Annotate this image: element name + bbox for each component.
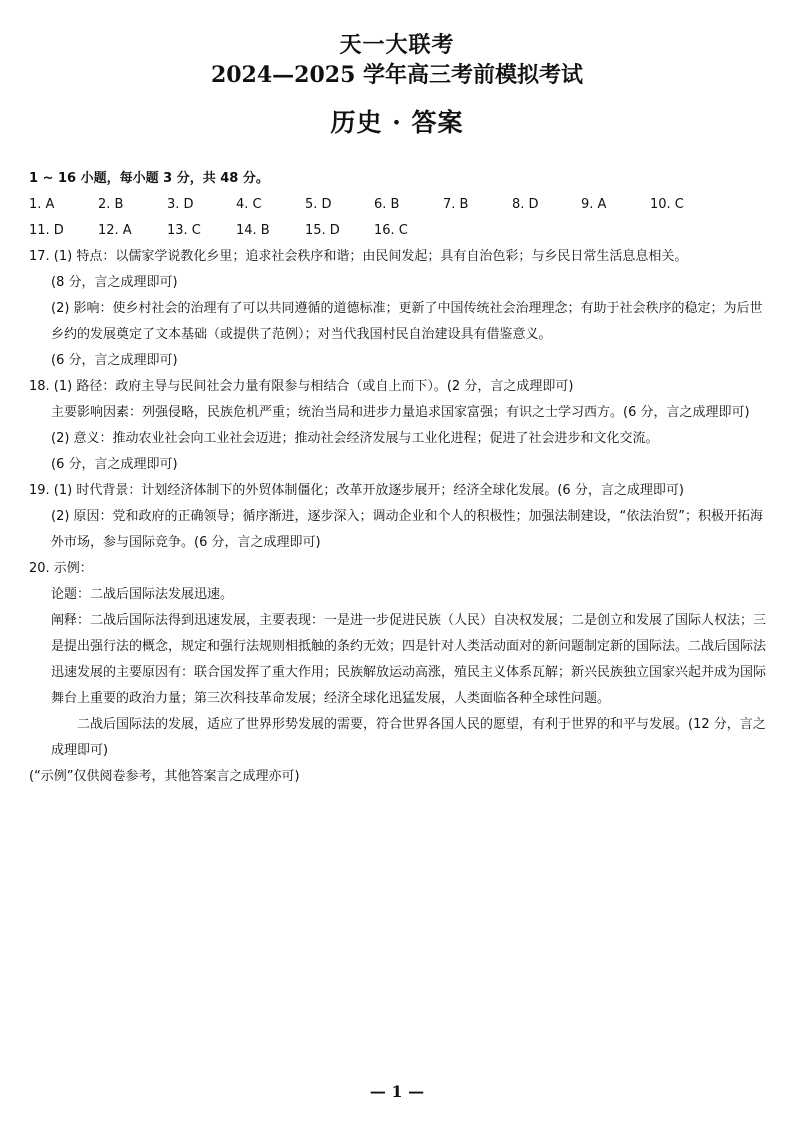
choice-answer: 6. B	[374, 197, 400, 212]
q18-factors: 主要影响因素：列强侵略，民族危机严重；统治当局和进步力量追求国家富强；有识之士学习西方。(6 分，言之成理即可)	[51, 405, 750, 420]
q18-part2-score: (6 分，言之成理即可)	[51, 457, 178, 472]
choice-answer: 12. A	[98, 223, 132, 238]
q20-explanation: 阐释：二战后国际法得到迅速发展，主要表现：一是进一步促进民族（人民）自决权发展；二是创立和发展了国际人权法；三是提出强行法的概念，规定和强行法规则相抵触的条约无效；四是针对人类活动面对的新问题制定新的国际法。二战后国际法迅速发展的主要原因有：联合国发挥了重大作用；民族解放运动高涨，殖民主义体系瓦解；新兴民族独立国家兴起并成为国际舞台上重要的政治力量；第三次科技革命发展；经济全球化迅猛发展，人类面临各种全球性问题。	[51, 613, 767, 706]
exam-org-title: 天一大联考	[339, 32, 455, 58]
q17-part2: (2) 影响：使乡村社会的治理有了可以共同遵循的道德标准；更新了中国传统社会治理理念；有助于社会秩序的稳定；为后世乡约的发展奠定了文本基础（或提供了范例）；对当代我国村民自治建设具有借鉴意义。	[51, 301, 763, 342]
choice-answer: 11. D	[29, 223, 64, 238]
question-18	[29, 374, 769, 478]
q19-part2: (2) 原因：党和政府的正确领导；循序渐进，逐步深入；调动企业和个人的积极性；加强法制建设，“依法治贸”；积极开拓海外市场，参与国际竞争。(6 分，言之成理即可)	[51, 509, 764, 550]
choice-intro: 1 ~ 16 小题，每小题 3 分，共 48 分。	[29, 171, 269, 186]
choice-answer: 9. A	[581, 197, 607, 212]
choice-answer: 8. D	[512, 197, 539, 212]
choice-answer: 1. A	[29, 197, 55, 212]
q20-conclusion: 二战后国际法的发展，适应了世界形势发展的需要，符合世界各国人民的愿望，有利于世界的和平与发展。(12 分，言之成理即可)	[51, 717, 766, 758]
choice-answer: 15. D	[305, 223, 340, 238]
answer-content	[29, 166, 769, 790]
choice-answer: 2. B	[98, 197, 124, 212]
document-header	[0, 30, 794, 140]
choice-answer: 13. C	[167, 223, 201, 238]
q18-part2: (2) 意义：推动农业社会向工业社会迈进；推动社会经济发展与工业化进程；促进了社会进步和文化交流。	[51, 431, 659, 446]
q20-thesis: 论题：二战后国际法发展迅速。	[51, 587, 234, 602]
choice-answer: 3. D	[167, 197, 194, 212]
question-17	[29, 244, 769, 374]
question-20	[29, 556, 769, 790]
q18-part1: 18. (1) 路径：政府主导与民间社会力量有限参与相结合（或自上而下）。(2 分，言之成理即可)	[29, 379, 574, 394]
q20-heading: 20. 示例：	[29, 561, 93, 576]
choice-answer: 10. C	[650, 197, 684, 212]
choice-answer: 14. B	[236, 223, 270, 238]
choice-answers-row-2	[29, 218, 769, 244]
q20-note: (“示例”仅供阅卷参考，其他答案言之成理亦可)	[29, 769, 300, 784]
page-number: — 1 —	[369, 1082, 425, 1101]
question-19	[29, 478, 769, 556]
choice-answer: 5. D	[305, 197, 332, 212]
choice-answers-row-1	[29, 192, 769, 218]
subject-title: 历史 · 答案	[330, 108, 464, 137]
q19-part1: 19. (1) 时代背景：计划经济体制下的外贸体制僵化；改革开放逐步展开；经济全球化发展。(6 分，言之成理即可)	[29, 483, 684, 498]
q17-part1-score: (8 分，言之成理即可)	[51, 275, 178, 290]
choice-answer: 7. B	[443, 197, 469, 212]
q17-part2-score: (6 分，言之成理即可)	[51, 353, 178, 368]
exam-title: 2024—2025 学年高三考前模拟考试	[210, 62, 584, 88]
q17-part1: 17. (1) 特点：以儒家学说教化乡里；追求社会秩序和谐；由民间发起；具有自治色彩；与乡民日常生活息息相关。	[29, 249, 688, 264]
choice-answer: 16. C	[374, 223, 408, 238]
choice-answer: 4. C	[236, 197, 262, 212]
